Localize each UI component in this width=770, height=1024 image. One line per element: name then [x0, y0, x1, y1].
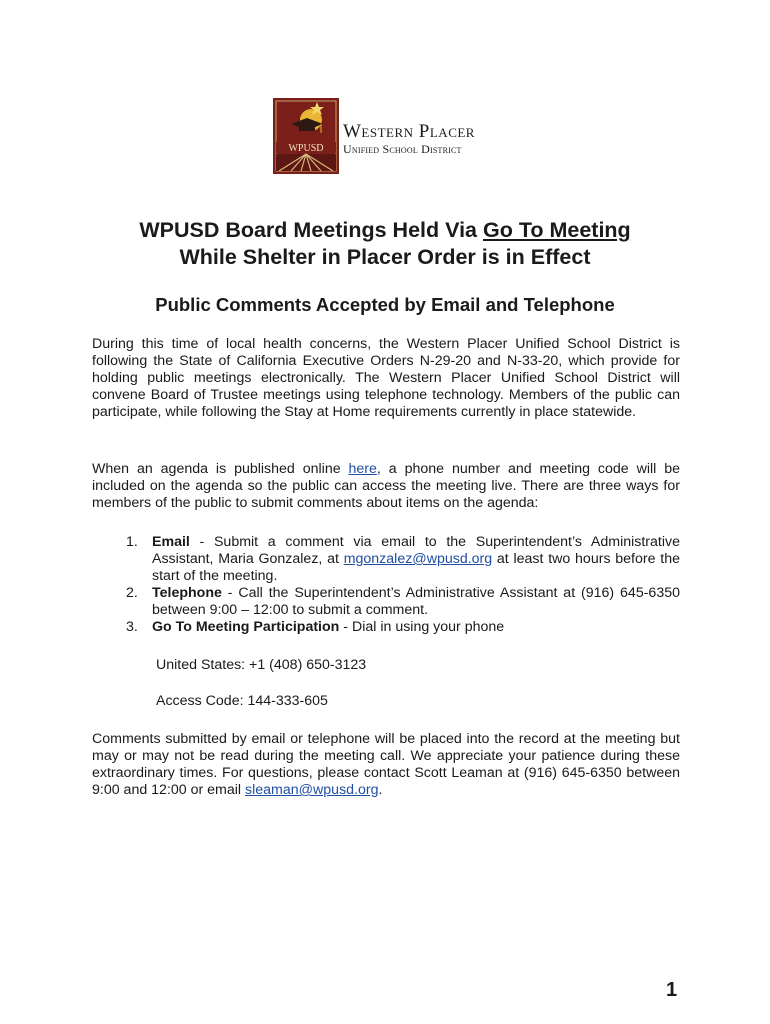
district-wordmark: [343, 122, 475, 156]
title-line-1: [0, 217, 770, 244]
closing-text: Comments submitted by email or telephone will be placed into the record at the meeting but may or may not be read during the meeting call. We appreciate your patience during these extraordinary times. For questions, please contact Scott Leaman at (916) 645-6350 between 9:00 and 12:00 or email: [92, 731, 680, 798]
district-subtitle: Unified School District: [343, 142, 462, 156]
list-label: Telephone: [152, 585, 222, 601]
list-label: Email: [152, 534, 190, 550]
list-number: 3.: [126, 619, 138, 635]
page-number: 1: [666, 979, 678, 1001]
list-item-go-to-meeting: [126, 619, 680, 636]
title-prefix: WPUSD Board Meetings Held Via: [139, 218, 483, 242]
agenda-text-before: When an agenda is published online: [92, 461, 349, 477]
closing-text-end: .: [378, 782, 383, 798]
wpusd-logo: [273, 98, 339, 174]
list-text-after: at least two hours before the start of the meeting.: [152, 551, 680, 584]
list-text-before: - Submit a comment via email to the Superintendent’s Administrative Assistant, Maria Gonzalez, at: [152, 534, 680, 567]
agenda-here-link[interactable]: here: [348, 461, 377, 477]
title-go-to-meeting: Go To Meeting: [482, 218, 631, 242]
list-item-telephone: [126, 585, 680, 619]
email-mgonzalez-link[interactable]: mgonzalez@wpusd.org: [343, 551, 493, 567]
agenda-paragraph: [92, 461, 680, 512]
list-text: - Dial in using your phone: [339, 619, 505, 635]
list-item-email: [126, 534, 680, 585]
list-label: Go To Meeting Participation: [152, 619, 340, 635]
list-number: 1.: [126, 534, 138, 550]
access-code: Access Code: 144-333-605: [156, 693, 328, 709]
email-sleaman-link[interactable]: sleaman@wpusd.org: [245, 782, 379, 798]
dial-in-number: United States: +1 (408) 650-3123: [156, 657, 367, 673]
list-number: 2.: [126, 585, 138, 601]
list-text: - Call the Superintendent’s Administrative Assistant at (916) 645-6350 between 9:00 – 12:00 to submit a comment.: [152, 585, 680, 618]
svg-text:WPUSD: WPUSD: [288, 143, 324, 154]
closing-paragraph: [92, 731, 680, 799]
agenda-text-after: , a phone number and meeting code will be included on the agenda so the public can access the meeting live. There are three ways for members of the public to submit comments about items on the agenda:: [92, 461, 680, 511]
page-title: [0, 217, 770, 271]
intro-paragraph: During this time of local health concerns, the Western Placer Unified School District is following the State of California Executive Orders N-29-20 and N-33-20, which provide for holding public meetings electronically. The Western Placer Unified School District will convene Board of Trustee meetings using telephone technology. Members of the public can participate, while following the Stay at Home requirements currently in place statewide.: [92, 336, 680, 420]
title-line-2: While Shelter in Placer Order is in Effect: [179, 245, 591, 269]
section-heading: Public Comments Accepted by Email and Telephone: [155, 294, 615, 315]
comment-methods-list: [126, 534, 680, 636]
district-name: Western Placer: [343, 121, 475, 142]
